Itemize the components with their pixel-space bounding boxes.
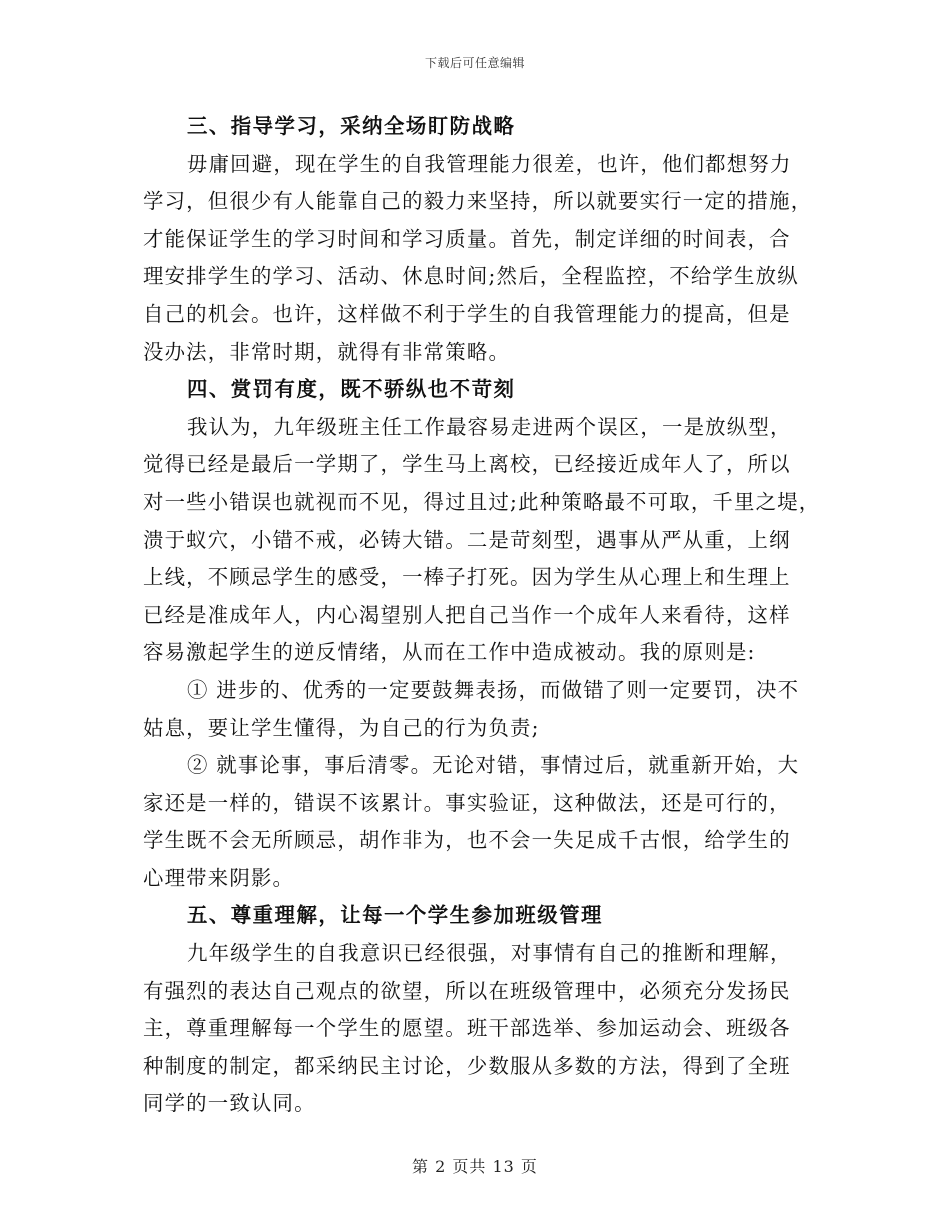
paragraph-line: 姑息，要让学生懂得，为自己的行为负责; xyxy=(143,715,540,740)
paragraph-line: ② 就事论事，事后清零。无论对错，事情过后，就重新开始，大 xyxy=(187,753,800,778)
paragraph-line: 心理带来阴影。 xyxy=(143,865,295,890)
page-header: 下载后可任意编辑 xyxy=(424,56,525,70)
paragraph-line: 有强烈的表达自己观点的欲望，所以在班级管理中，必须充分发扬民 xyxy=(143,978,791,1003)
paragraph-line: 我认为，九年级班主任工作最容易走进两个误区，一是放纵型， xyxy=(187,414,792,439)
paragraph-line: ① 进步的、优秀的一定要鼓舞表扬，而做错了则一定要罚，决不 xyxy=(187,677,800,702)
section-heading: 四、赏罚有度，既不骄纵也不苛刻 xyxy=(187,377,516,402)
paragraph-line: 种制度的制定，都采纳民主讨论，少数服从多数的方法，得到了全班 xyxy=(143,1053,791,1078)
paragraph-line: 溃于蚁穴，小错不戒，必铸大错。二是苛刻型，遇事从严从重，上纲 xyxy=(143,527,791,552)
paragraph-line: 才能保证学生的学习时间和学习质量。首先，制定详细的时间表，合 xyxy=(143,226,791,251)
paragraph-line: 已经是准成年人，内心渴望别人把自己当作一个成年人来看待，这样 xyxy=(143,602,791,627)
paragraph-line: 自己的机会。也许，这样做不利于学生的自我管理能力的提高，但是 xyxy=(143,301,791,326)
paragraph-line: 上线，不顾忌学生的感受，一棒子打死。因为学生从心理上和生理上 xyxy=(143,565,791,590)
page-footer: 第 2 页共 13 页 xyxy=(412,1157,538,1176)
document-body xyxy=(143,108,823,1123)
paragraph-line: 对一些小错误也就视而不见，得过且过;此种策略最不可取，千里之堤， xyxy=(143,489,821,514)
paragraph-line: 没办法，非常时期，就得有非常策略。 xyxy=(143,339,511,364)
paragraph-line: 家还是一样的，错误不该累计。事实验证，这种做法，还是可行的， xyxy=(143,790,791,815)
paragraph-line: 九年级学生的自我意识已经很强，对事情有自己的推断和理解， xyxy=(187,941,792,966)
paragraph-line: 学生既不会无所顾忌，胡作非为，也不会一失足成千古恨，给学生的 xyxy=(143,828,791,853)
paragraph-line: 容易激起学生的逆反情绪，从而在工作中造成被动。我的原则是: xyxy=(143,640,756,665)
paragraph-line: 毋庸回避，现在学生的自我管理能力很差，也许，他们都想努力 xyxy=(187,151,792,176)
section-heading: 五、尊重理解，让每一个学生参加班级管理 xyxy=(187,903,603,928)
paragraph-line: 觉得已经是最后一学期了，学生马上离校，已经接近成年人了，所以 xyxy=(143,452,791,477)
paragraph-line: 学习，但很少有人能靠自己的毅力来坚持，所以就要实行一定的措施， xyxy=(143,189,813,214)
paragraph-line: 同学的一致认同。 xyxy=(143,1091,316,1116)
paragraph-line: 主，尊重理解每一个学生的愿望。班干部选举、参加运动会、班级各 xyxy=(143,1016,791,1041)
section-heading: 三、指导学习，采纳全场盯防战略 xyxy=(187,114,516,138)
paragraph-line: 理安排学生的学习、活动、休息时间;然后，全程监控，不给学生放纵 xyxy=(143,264,799,289)
